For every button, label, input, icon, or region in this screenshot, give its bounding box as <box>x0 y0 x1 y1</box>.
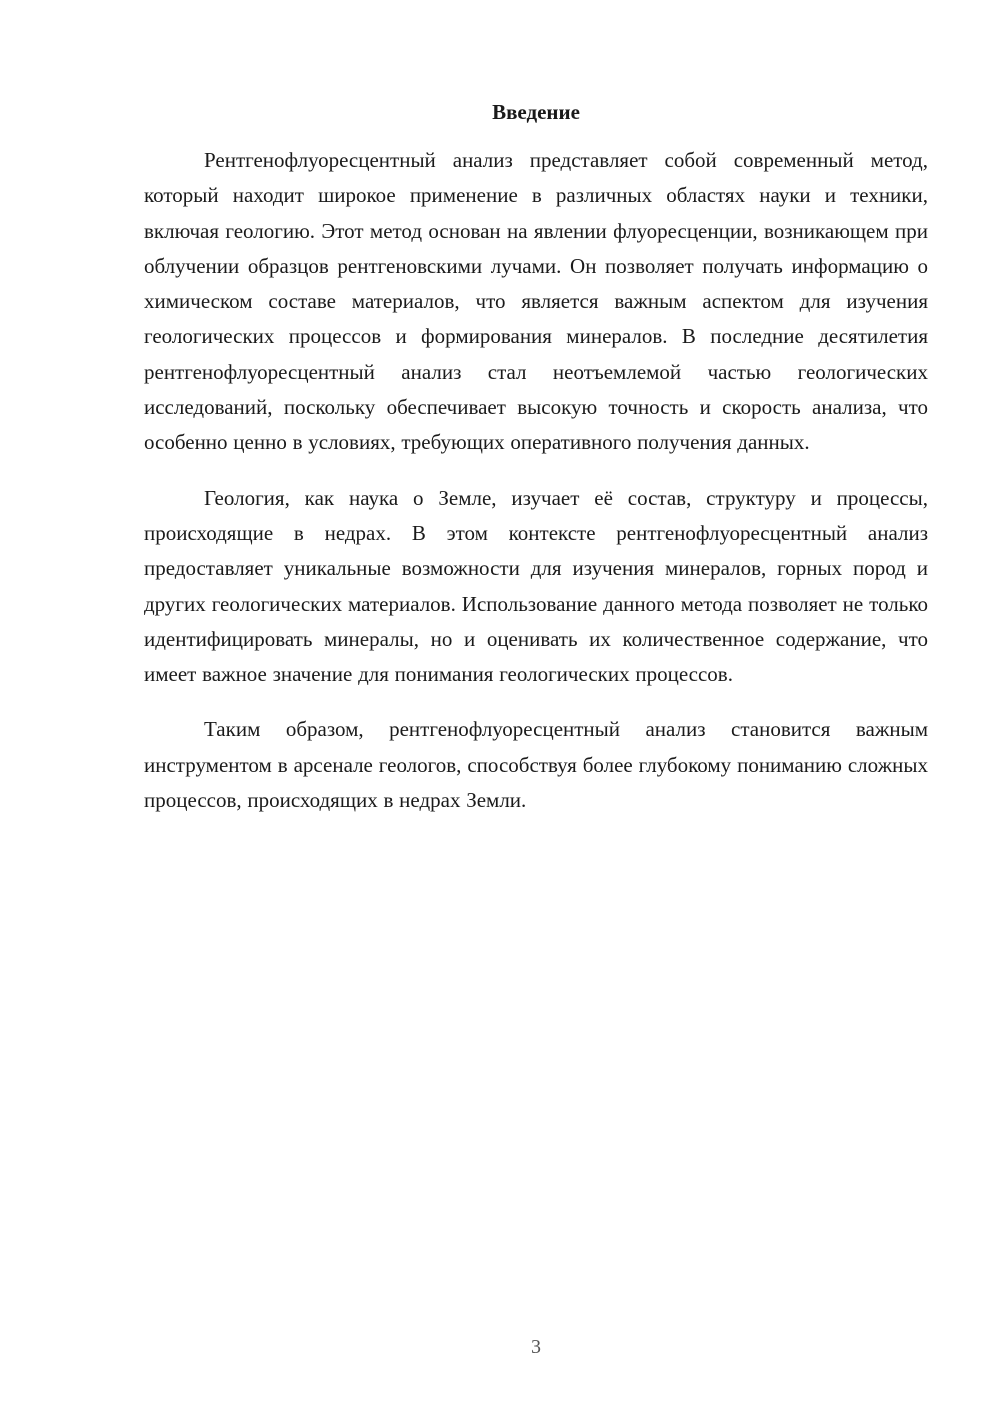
paragraph-geology: Геология, как наука о Земле, изучает её состав, структуру и процессы, происходящие в недрах. В этом контексте рентгенофлуоресцентный анализ предоставляет уникальные возможности для изучения минералов, горных пород и других геологических материалов. Использование данного метода позволяет не только идентифицировать минералы, но и оценивать их количественное содержание, что имеет важное значение для понимания геологических процессов. <box>144 485 928 687</box>
paragraph-conclusion: Таким образом, рентгенофлуоресцентный анализ становится важным инструментом в арсенале геологов, способствуя более глубокому пониманию сложных процессов, происходящих в недрах Земли. <box>144 717 928 813</box>
section-title: Введение <box>492 100 580 124</box>
paragraph-intro: Рентгенофлуоресцентный анализ представляет собой современный метод, который находит широкое применение в различных областях науки и техники, включая геологию. Этот метод основан на явлении флуоресценции, возникающем при облучении образцов рентгеновскими лучами. Он позволяет получать информацию о химическом составе материалов, что является важным аспектом для изучения геологических процессов и формирования минералов. В последние десятилетия рентгенофлуоресцентный анализ стал неотъемлемой частью геологических исследований, поскольку обеспечивает высокую точность и скорость анализа, что особенно ценно в условиях, требующих оперативного получения данных. <box>144 148 928 455</box>
body-text <box>144 143 928 838</box>
page-number: 3 <box>531 1336 541 1358</box>
